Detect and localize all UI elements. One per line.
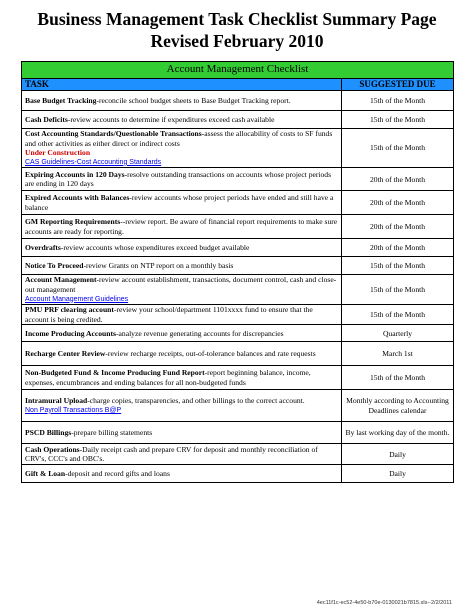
task-description: -review your school/department 1101xxxx fund to ensure that the account is being credited. xyxy=(25,305,313,324)
task-name: PMU PRF clearing account xyxy=(25,305,114,315)
task-cell xyxy=(22,191,342,215)
task-name: Cost Accounting Standards/Questionable Transactions xyxy=(25,129,202,138)
task-row xyxy=(22,390,454,422)
task-row xyxy=(22,239,454,257)
task-name: Cash Deficits xyxy=(25,114,68,124)
suggested-due-cell: Daily xyxy=(342,465,454,483)
task-name: Account Management xyxy=(25,275,97,285)
task-cell xyxy=(22,342,342,366)
task-name: Expired Accounts with Balances xyxy=(25,193,130,203)
task-row xyxy=(22,91,454,111)
task-cell xyxy=(22,444,342,465)
suggested-due-cell: By last working day of the month. xyxy=(342,422,454,444)
suggested-due-cell: 20th of the Month xyxy=(342,239,454,257)
task-name: Income Producing Accounts xyxy=(25,328,116,338)
task-cell xyxy=(22,366,342,390)
task-description: -review accounts whose project periods have ended and still have a balance xyxy=(25,193,334,212)
suggested-due-cell: 15th of the Month xyxy=(342,257,454,275)
task-description: -analyze revenue generating accounts for discrepancies xyxy=(116,328,284,338)
guideline-link[interactable]: Account Management Guidelines xyxy=(25,295,129,303)
task-cell xyxy=(22,325,342,342)
task-row xyxy=(22,444,454,465)
page-subtitle: Revised February 2010 xyxy=(150,31,324,51)
task-cell xyxy=(22,215,342,239)
task-description: -deposit and record gifts and loans xyxy=(65,469,170,479)
task-row xyxy=(22,465,454,483)
under-construction-note: Under Construction xyxy=(25,148,91,158)
task-row xyxy=(22,422,454,444)
suggested-due-cell: 15th of the Month xyxy=(342,129,454,168)
column-header-row xyxy=(22,79,454,91)
task-name: Notice To Proceed xyxy=(25,261,84,271)
task-row xyxy=(22,168,454,191)
suggested-due-cell: Quarterly xyxy=(342,325,454,342)
task-cell xyxy=(22,275,342,305)
task-description: --review report. Be aware of financial report requirements to make sure accounts are ready for reporting. xyxy=(25,217,338,236)
task-row xyxy=(22,342,454,366)
task-row xyxy=(22,215,454,239)
checklist-header: Account Management Checklist xyxy=(22,62,454,79)
task-name: Expiring Accounts in 120 Days xyxy=(25,169,125,179)
task-cell xyxy=(22,305,342,325)
task-name: GM Reporting Requirements xyxy=(25,217,121,227)
task-row xyxy=(22,111,454,129)
column-header-task: TASK xyxy=(22,79,342,91)
suggested-due-cell: 15th of the Month xyxy=(342,275,454,305)
suggested-due-cell: 20th of the Month xyxy=(342,215,454,239)
task-description: -assess the allocability of costs to SF funds and other activities as either direct or indirect costs xyxy=(25,129,333,148)
suggested-due-cell: Daily xyxy=(342,444,454,465)
task-description: -review recharge receipts, out-of-tolerance balances and rate requests xyxy=(105,349,316,359)
suggested-due-cell: 20th of the Month xyxy=(342,168,454,191)
task-name: Gift & Loan xyxy=(25,469,66,479)
task-name: Intramural Upload xyxy=(25,396,88,406)
page-title: Business Management Task Checklist Summary Page xyxy=(37,9,437,29)
suggested-due-cell: March 1st xyxy=(342,342,454,366)
guideline-link[interactable]: CAS Guidelines-Cost Accounting Standards xyxy=(25,158,162,166)
suggested-due-cell: 15th of the Month xyxy=(342,91,454,111)
task-row xyxy=(22,129,454,168)
task-description: -prepare billing statements xyxy=(71,428,153,438)
suggested-due-cell: 15th of the Month xyxy=(342,305,454,325)
task-description: -review accounts whose expenditures exceed budget available xyxy=(60,243,250,253)
guideline-link[interactable]: Non Payroll Transactions B@P xyxy=(25,406,122,414)
task-description: -resolve outstanding transactions on accounts whose project periods are ending in 120 days xyxy=(25,169,332,189)
task-row xyxy=(22,275,454,305)
task-row xyxy=(22,325,454,342)
task-description: -report beginning balance, income, expenses, encumbrances and ending balances for all non-budgeted funds xyxy=(25,368,311,387)
task-name: Non-Budgeted Fund & Income Producing Fund Report xyxy=(25,368,205,378)
task-cell xyxy=(22,239,342,257)
task-description: -reconcile school budget sheets to Base Budget Tracking report. xyxy=(96,95,291,105)
task-description: -charge copies, transparencies, and other billings to the correct account. xyxy=(87,396,305,406)
task-cell xyxy=(22,129,342,168)
task-description: -review accounts to determine if expenditures exceed cash available xyxy=(67,114,275,124)
task-name: Recharge Center Review xyxy=(25,349,106,359)
task-description: -review account establishment, transactions, document control, cash and close-out management xyxy=(25,275,337,294)
suggested-due-cell: 20th of the Month xyxy=(342,191,454,215)
task-cell xyxy=(22,91,342,111)
task-name: Cash Operations xyxy=(25,444,80,454)
task-description: -Daily receipt cash and prepare CRV for deposit and monthly reconciliation of CRV's, CCC's and OBC's. xyxy=(25,444,318,464)
column-header-due: SUGGESTED DUE xyxy=(342,79,454,91)
task-cell xyxy=(22,422,342,444)
footer-file-code: 4ec11f1c-ec52-4e50-b70e-0130021b7815.xls--2/2/2011 xyxy=(316,600,452,606)
suggested-due-cell: Monthly according to Accounting Deadlines calendar xyxy=(342,390,454,422)
task-cell xyxy=(22,390,342,422)
task-name: PSCD Billings xyxy=(25,428,72,438)
task-row xyxy=(22,366,454,390)
task-row xyxy=(22,257,454,275)
checklist-header-row xyxy=(22,62,454,79)
checklist-table xyxy=(21,61,454,483)
task-row xyxy=(22,305,454,325)
task-description: -review Grants on NTP report on a monthly basis xyxy=(83,261,234,271)
task-cell xyxy=(22,168,342,191)
task-name: Base Budget Tracking xyxy=(25,95,97,105)
suggested-due-cell: 15th of the Month xyxy=(342,111,454,129)
task-name: Overdrafts xyxy=(25,243,61,253)
task-cell xyxy=(22,111,342,129)
suggested-due-cell: 15th of the Month xyxy=(342,366,454,390)
task-row xyxy=(22,191,454,215)
task-cell xyxy=(22,257,342,275)
task-cell xyxy=(22,465,342,483)
